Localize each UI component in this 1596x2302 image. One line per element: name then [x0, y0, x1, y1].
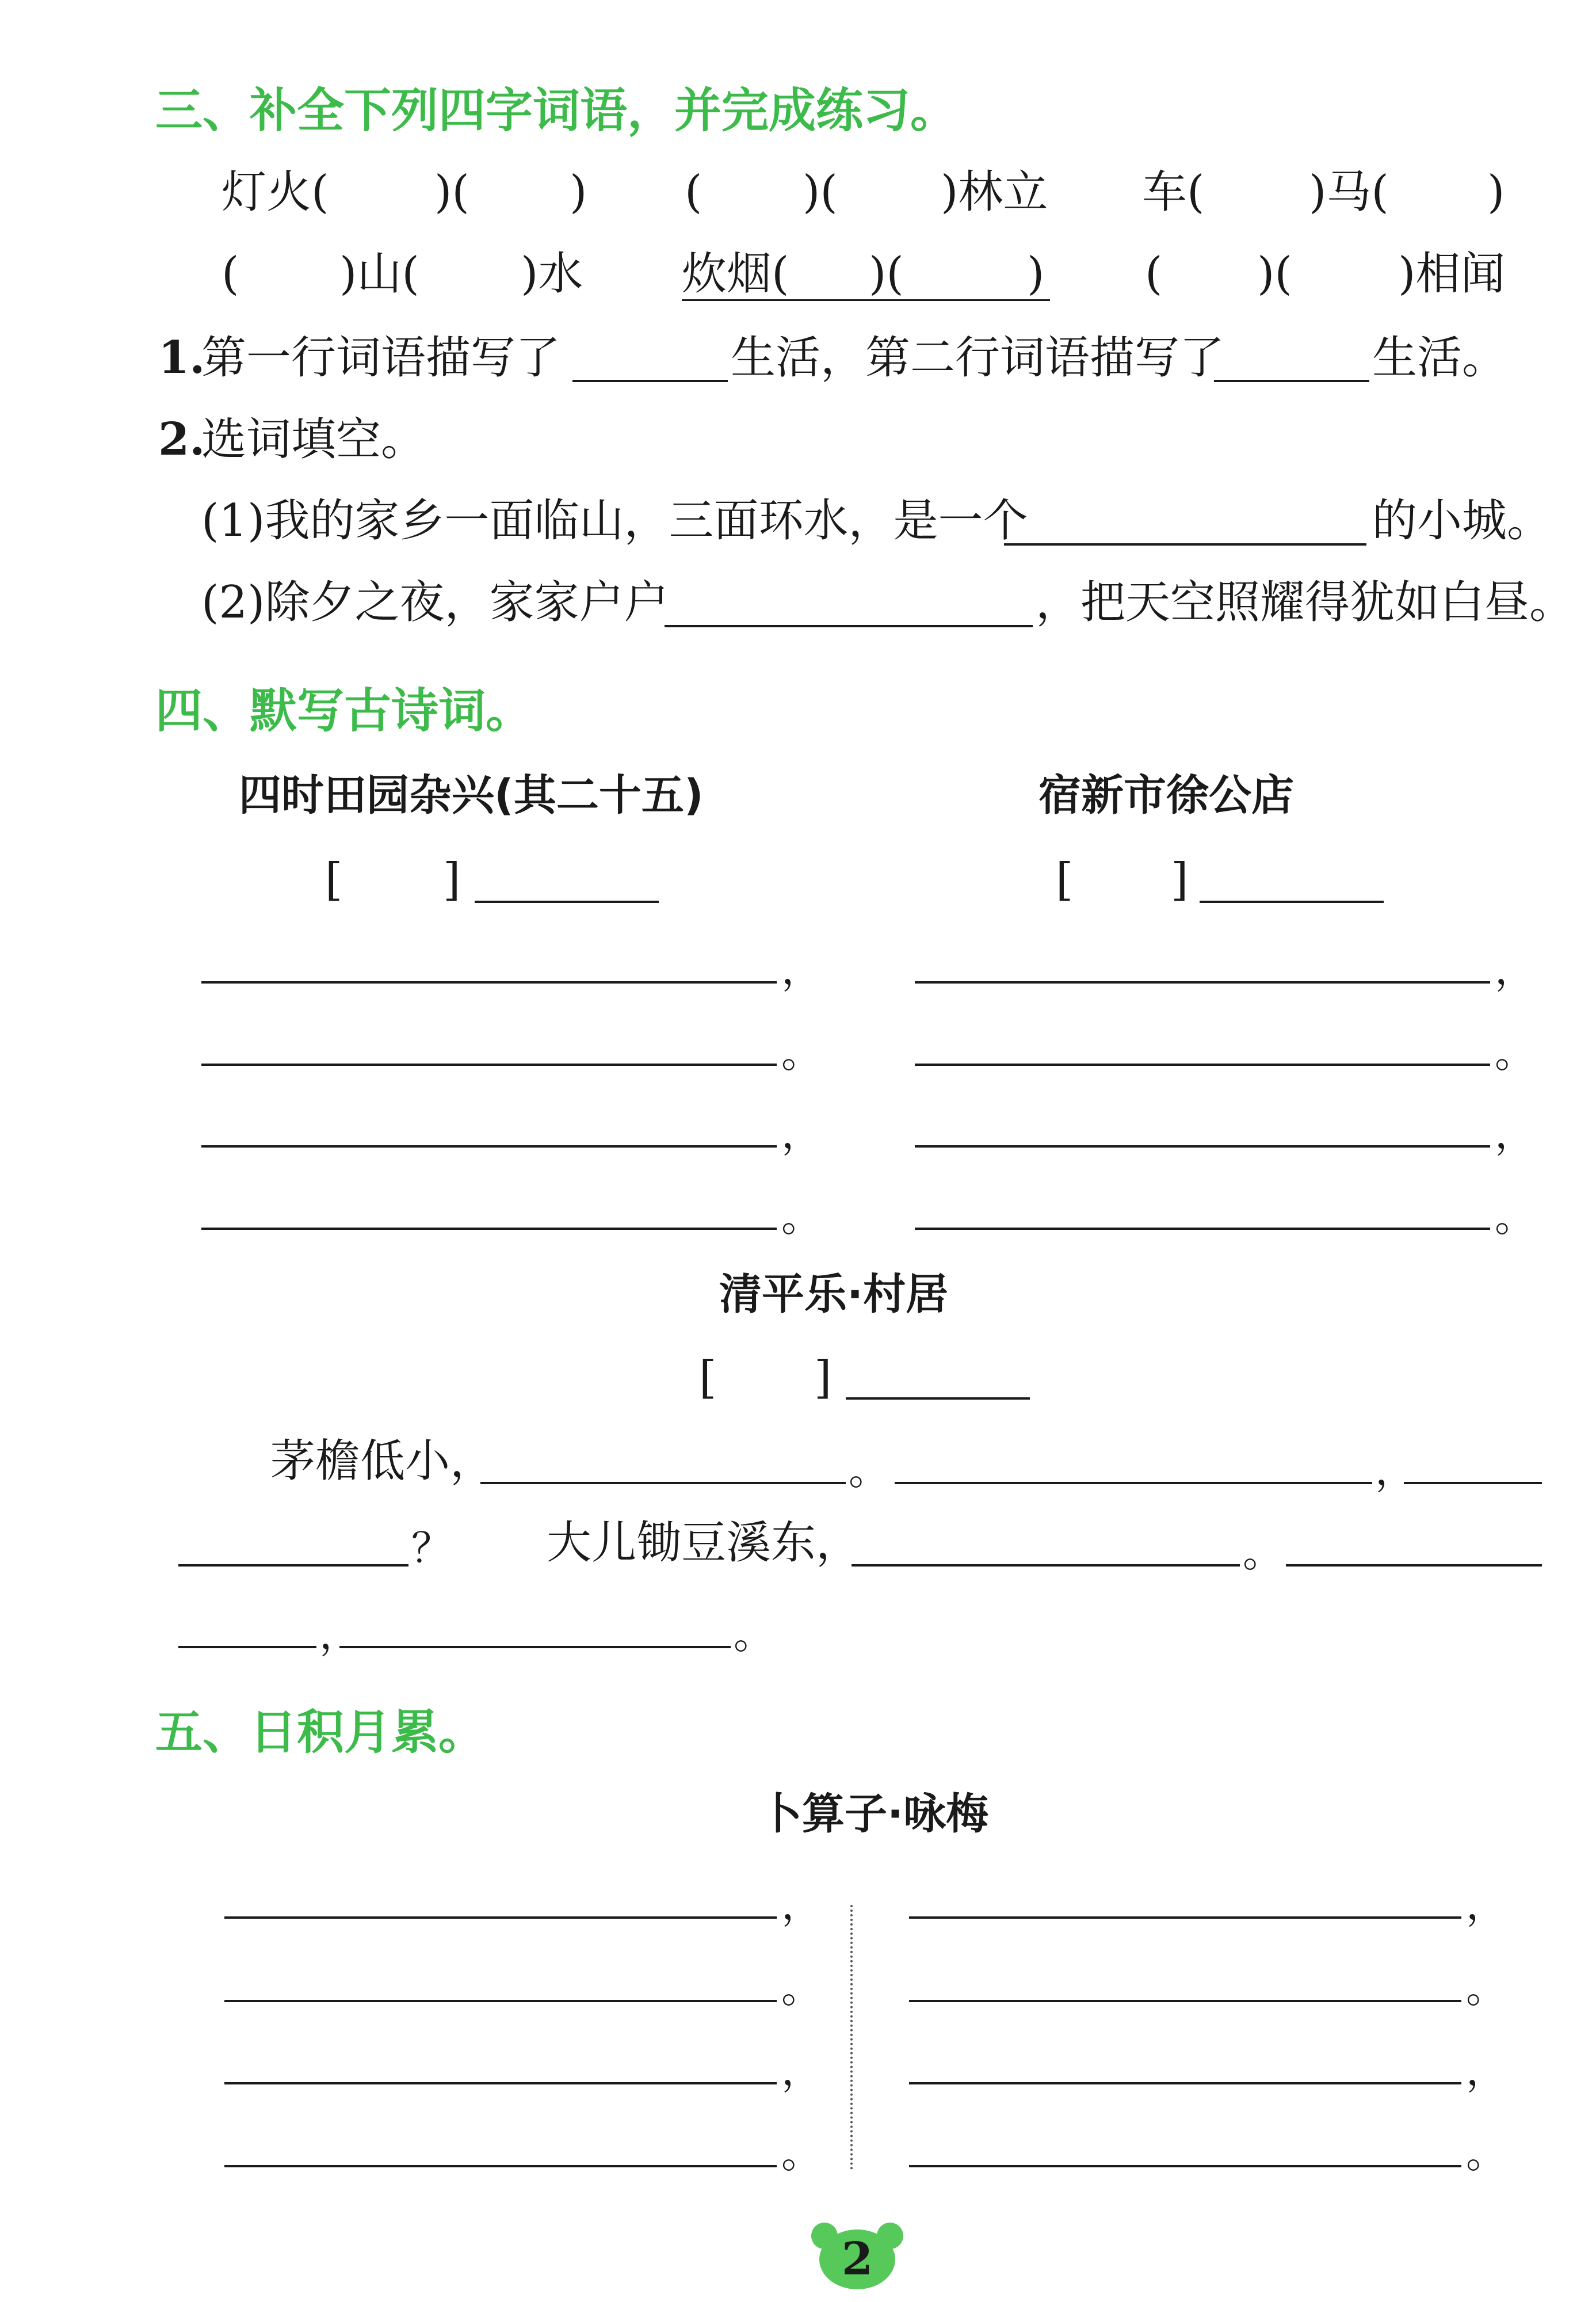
poem-4-right-line-3-punct: ， — [1466, 2047, 1506, 2094]
poem-3-line-1-start: 茅檐低小， — [270, 1435, 495, 1487]
question-2-sentence-2-b: ，把天空照耀得犹如白昼。 — [1036, 577, 1575, 628]
poem-4-right-line-1-punct: ， — [1466, 1881, 1506, 1929]
poem-2-bracket-close: ] — [1171, 854, 1189, 906]
poem-3-blank-1[interactable] — [480, 1482, 846, 1484]
poem-3-title: 清平乐·村居 — [719, 1270, 949, 1319]
poem-4-left-line-3-punct: ， — [781, 2047, 822, 2094]
question-2-blank-1[interactable] — [1004, 543, 1366, 546]
section-4-heading: 四、默写古诗词。 — [155, 684, 533, 738]
poem-1-bracket-close: ] — [443, 854, 461, 906]
idiom-5-part-a: 炊烟( — [682, 248, 789, 300]
idiom-4-part-a: ( — [222, 248, 239, 300]
idiom-2-part-b: )( — [803, 166, 838, 218]
idiom-3-part-c: ) — [1487, 166, 1505, 218]
poem-4-left-line-4-punct: 。 — [781, 2130, 822, 2177]
question-2-title: 选词填空。 — [201, 414, 426, 466]
poem-4-title: 卜算子·咏梅 — [759, 1789, 989, 1839]
idiom-2-part-a: ( — [685, 166, 702, 218]
poem-3-blank-4-punct: 。 — [1243, 1529, 1283, 1576]
poem-3-blank-1-punct: 。 — [849, 1447, 889, 1494]
idiom-1-part-b: )( — [434, 166, 469, 218]
poem-2-line-2[interactable] — [915, 1064, 1490, 1066]
poem-2-line-2-punct: 。 — [1495, 1030, 1535, 1077]
question-2-sentence-1-b: 的小城。 — [1372, 495, 1552, 547]
poem-4-right-line-4[interactable] — [909, 2165, 1461, 2167]
section-5-heading: 五、日积月累。 — [155, 1705, 486, 1760]
poem-3-blank-6-punct: 。 — [734, 1611, 774, 1658]
poem-4-left-line-3[interactable] — [224, 2082, 777, 2084]
question-1-text-a: 第一行词语描写了 — [201, 332, 561, 384]
idiom-3-part-a: 车( — [1142, 166, 1205, 218]
poem-1-author-blank[interactable] — [475, 901, 659, 903]
poem-4-left-line-4[interactable] — [224, 2165, 777, 2167]
poem-4-right-line-1[interactable] — [909, 1916, 1461, 1919]
poem-1-line-3[interactable] — [201, 1145, 777, 1148]
idiom-4-part-c: )水 — [521, 248, 583, 300]
question-2-sentence-1-a: (1)我的家乡一面临山，三面环水，是一个 — [201, 495, 1028, 547]
poem-4-right-line-2[interactable] — [909, 2000, 1461, 2002]
poem-3-blank-5-punct: ， — [319, 1611, 360, 1658]
question-2-number: 2. — [158, 413, 205, 466]
question-1-number: 1. — [158, 331, 205, 384]
poem-1-line-2[interactable] — [201, 1064, 777, 1066]
poem-2-line-4[interactable] — [915, 1228, 1490, 1230]
poem-2-title: 宿新市徐公店 — [1038, 771, 1294, 820]
poem-3-blank-5b[interactable] — [178, 1646, 316, 1648]
poem-3-blank-2[interactable] — [895, 1482, 1372, 1484]
page-number-badge — [811, 2221, 903, 2290]
poem-2-bracket-open: [ — [1056, 854, 1074, 906]
poem-2-line-3[interactable] — [915, 1145, 1490, 1148]
question-1-text-c: 生活。 — [1372, 332, 1507, 384]
poem-1-line-1[interactable] — [201, 981, 777, 984]
question-1-blank-1[interactable] — [572, 380, 728, 382]
poem-2-line-4-punct: 。 — [1495, 1194, 1535, 1241]
idiom-1-part-c: ) — [570, 166, 587, 218]
poem-4-right-line-3[interactable] — [909, 2082, 1461, 2084]
poem-3-blank-2-punct: ， — [1375, 1447, 1415, 1494]
poem-1-line-1-punct: ， — [781, 946, 822, 993]
idiom-5-part-b: )( — [869, 248, 904, 300]
poem-4-left-line-2[interactable] — [224, 2000, 777, 2002]
idiom-6-part-b: )( — [1257, 248, 1292, 300]
idiom-4-part-b: )山( — [339, 248, 419, 300]
poem-3-blank-3-punct: ？ — [411, 1524, 452, 1572]
poem-2-author-blank[interactable] — [1200, 901, 1384, 903]
poem-1-line-4-punct: 。 — [781, 1194, 822, 1241]
poem-4-left-line-1-punct: ， — [781, 1881, 822, 1929]
poem-3-line-2-mid: 大儿锄豆溪东， — [547, 1517, 861, 1569]
poem-4-right-line-4-punct: 。 — [1466, 2130, 1506, 2177]
poem-1-line-3-punct: ， — [781, 1110, 822, 1157]
poem-3-author-blank[interactable] — [846, 1397, 1030, 1400]
idiom-6-part-a: ( — [1145, 248, 1163, 300]
idiom-3-part-b: )马( — [1309, 166, 1389, 218]
poem-3-blank-4[interactable] — [852, 1564, 1240, 1567]
poem-4-right-line-2-punct: 。 — [1466, 1965, 1506, 2012]
question-1-text-b: 生活，第二行词语描写了 — [731, 332, 1225, 384]
poem-1-title: 四时田园杂兴(其二十五) — [239, 771, 704, 820]
idiom-6-part-c: )相闻 — [1398, 248, 1506, 300]
question-1-blank-2[interactable] — [1214, 380, 1369, 382]
poem-3-blank-3b[interactable] — [178, 1564, 408, 1567]
poem-2-line-3-punct: ， — [1495, 1110, 1535, 1157]
column-divider — [850, 1905, 853, 2170]
poem-2-line-1-punct: ， — [1495, 946, 1535, 993]
idiom-5-part-c: ) — [1027, 248, 1045, 300]
poem-3-blank-6[interactable] — [339, 1646, 731, 1648]
poem-3-bracket-open: [ — [699, 1352, 717, 1404]
poem-3-blank-5a[interactable] — [1286, 1564, 1542, 1567]
question-2-sentence-2-a: (2)除夕之夜，家家户户 — [201, 577, 669, 628]
question-2-blank-2[interactable] — [665, 625, 1033, 627]
poem-1-line-4[interactable] — [201, 1228, 777, 1230]
section-3-heading: 三、补全下列四字词语，并完成练习。 — [155, 83, 958, 138]
page-number: 2 — [841, 2233, 873, 2285]
poem-4-left-line-1[interactable] — [224, 1916, 777, 1919]
idiom-5-underline — [682, 299, 1050, 301]
poem-3-blank-3a[interactable] — [1404, 1482, 1542, 1484]
idiom-2-part-c: )林立 — [941, 166, 1048, 218]
idiom-1-part-a: 灯火( — [222, 166, 329, 218]
poem-3-bracket-close: ] — [814, 1352, 832, 1404]
poem-1-line-2-punct: 。 — [781, 1030, 822, 1077]
poem-2-line-1[interactable] — [915, 981, 1490, 984]
poem-4-left-line-2-punct: 。 — [781, 1965, 822, 2012]
poem-1-bracket-open: [ — [325, 854, 343, 906]
